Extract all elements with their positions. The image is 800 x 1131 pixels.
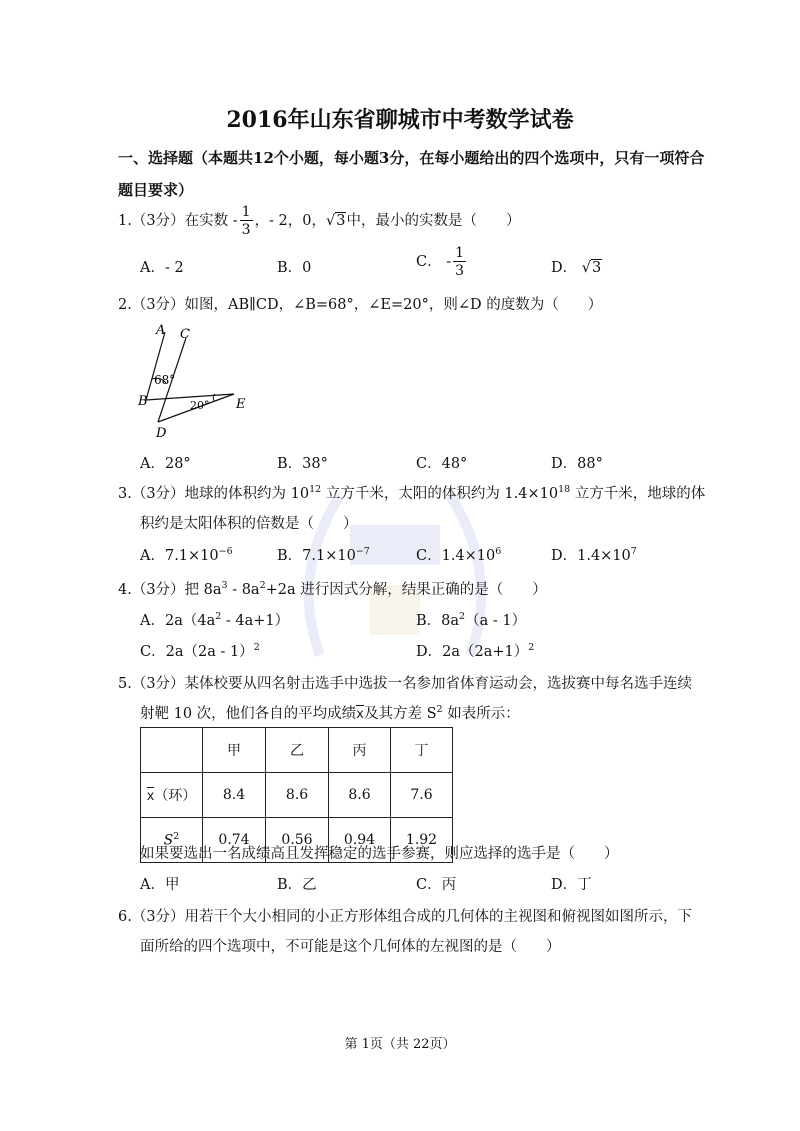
parallel-lines-figure	[138, 318, 258, 440]
sqrt-3: √3	[325, 213, 346, 229]
q1-option-d: D． √3	[551, 260, 602, 276]
fig-angle-68: 68°	[154, 373, 176, 387]
q1-option-b: B．0	[277, 260, 312, 276]
table-cell: 7.6	[391, 773, 453, 818]
table-row-label: x（环）	[141, 773, 203, 818]
section-heading-line2: 题目要求）	[118, 181, 194, 199]
fig-angle-20: 20°	[190, 399, 210, 412]
question-5-line3: 如果要选出一名成绩高且发挥稳定的选手参赛，则应选择的选手是（ ）	[140, 846, 619, 862]
q2-option-a: A．28°	[140, 456, 191, 472]
table-cell: 甲	[203, 728, 266, 773]
table-cell: 1.92	[391, 818, 453, 863]
table-cell: 8.4	[203, 773, 266, 818]
table-cell: 0.94	[329, 818, 391, 863]
table-cell: 0.74	[203, 818, 266, 863]
fig-label-e: E	[236, 397, 246, 412]
table-cell: 0.56	[266, 818, 329, 863]
q1-option-a: A．- 2	[140, 260, 184, 276]
table-cell	[141, 728, 203, 773]
q1-option-c: C． - $\frac{1}{3}$	[416, 245, 465, 279]
page-footer: 第 1页（共 22页）	[344, 1037, 456, 1052]
table-cell: 8.6	[266, 773, 329, 818]
table-cell: 8.6	[329, 773, 391, 818]
q5-option-d: D．丁	[551, 877, 592, 893]
q5-option-b: B．乙	[277, 877, 317, 893]
question-1: 1.（3分）在实数 - $\frac{1}{3}$ ，- 2，0，√3中，最小的实数是（ ）	[118, 204, 521, 238]
page-title: 2016年山东省聊城市中考数学试卷	[226, 107, 574, 133]
q4-option-d: D．$2a(2a+1)^2$	[416, 642, 535, 660]
table-row-label: $S^2$	[141, 818, 203, 863]
question-6-line2: 面所给的四个选项中，不可能是这个几何体的左视图的是（ ）	[140, 939, 561, 955]
fig-label-d: D	[156, 426, 167, 440]
q4-option-a: A．$2a(4a^2 - 4a+1)$	[140, 611, 290, 629]
question-5-line2: 射靶 10 次，他们各自的平均成绩x及其方差 $S^2$ 如表所示：	[140, 704, 520, 722]
q3-option-b: B．$7.1\times 10^{-7}$	[277, 546, 370, 564]
q3-option-d: D．$1.4\times 10^7$	[551, 546, 637, 564]
table-cell: 乙	[266, 728, 329, 773]
table-row	[141, 773, 453, 818]
question-5-line1: 5.（3分）某体校要从四名射击选手中选拔一名参加省体育运动会，选拔赛中每名选手连续	[118, 676, 693, 692]
question-4: 4.（3分）把 $8a^3 - 8a^2+2a$ 进行因式分解，结果正确的是（ ）	[118, 580, 547, 598]
fig-label-a: A	[156, 323, 166, 338]
fig-label-c: C	[180, 327, 190, 342]
section-heading-line1: 一、选择题（本题共12个小题，每小题3分，在每小题给出的四个选项中，只有一项符合	[118, 149, 705, 167]
table-cell: 丁	[391, 728, 453, 773]
q4-option-c: C．2a（2a - 1）$^2$	[140, 642, 260, 660]
table-cell: 丙	[329, 728, 391, 773]
fraction-one-third: $\frac{1}{3}$	[241, 204, 251, 238]
question-2: 2.（3分）如图，AB∥CD，∠B=68°，∠E=20°，则∠D 的度数为（ ）	[118, 297, 603, 313]
question-6-line1: 6.（3分）用若干个大小相同的小正方形体组合成的几何体的主视图和俯视图如图所示，下	[118, 909, 693, 925]
q5-option-a: A．甲	[140, 877, 180, 893]
fig-label-b: B	[138, 394, 148, 409]
table-header-row	[141, 728, 453, 773]
question-3-line2: 积约是太阳体积的倍数是（ ）	[140, 516, 358, 532]
q3-option-c: C．$1.4\times 10^6$	[416, 546, 502, 564]
q2-option-b: B．38°	[277, 456, 328, 472]
question-3-line1: 3.（3分）地球的体积约为 $10^{12}$ 立方千米，太阳的体积约为 $1.4\times 10^{18}$ 立方千米，地球的体	[118, 484, 706, 502]
q5-option-c: C．丙	[416, 877, 457, 893]
q4-option-b: B．$8a^2(a - 1)$	[416, 611, 527, 629]
q2-option-d: D．88°	[551, 456, 603, 472]
q2-option-c: C．48°	[416, 456, 468, 472]
q3-option-a: A．$7.1\times 10^{-6}$	[140, 546, 233, 564]
